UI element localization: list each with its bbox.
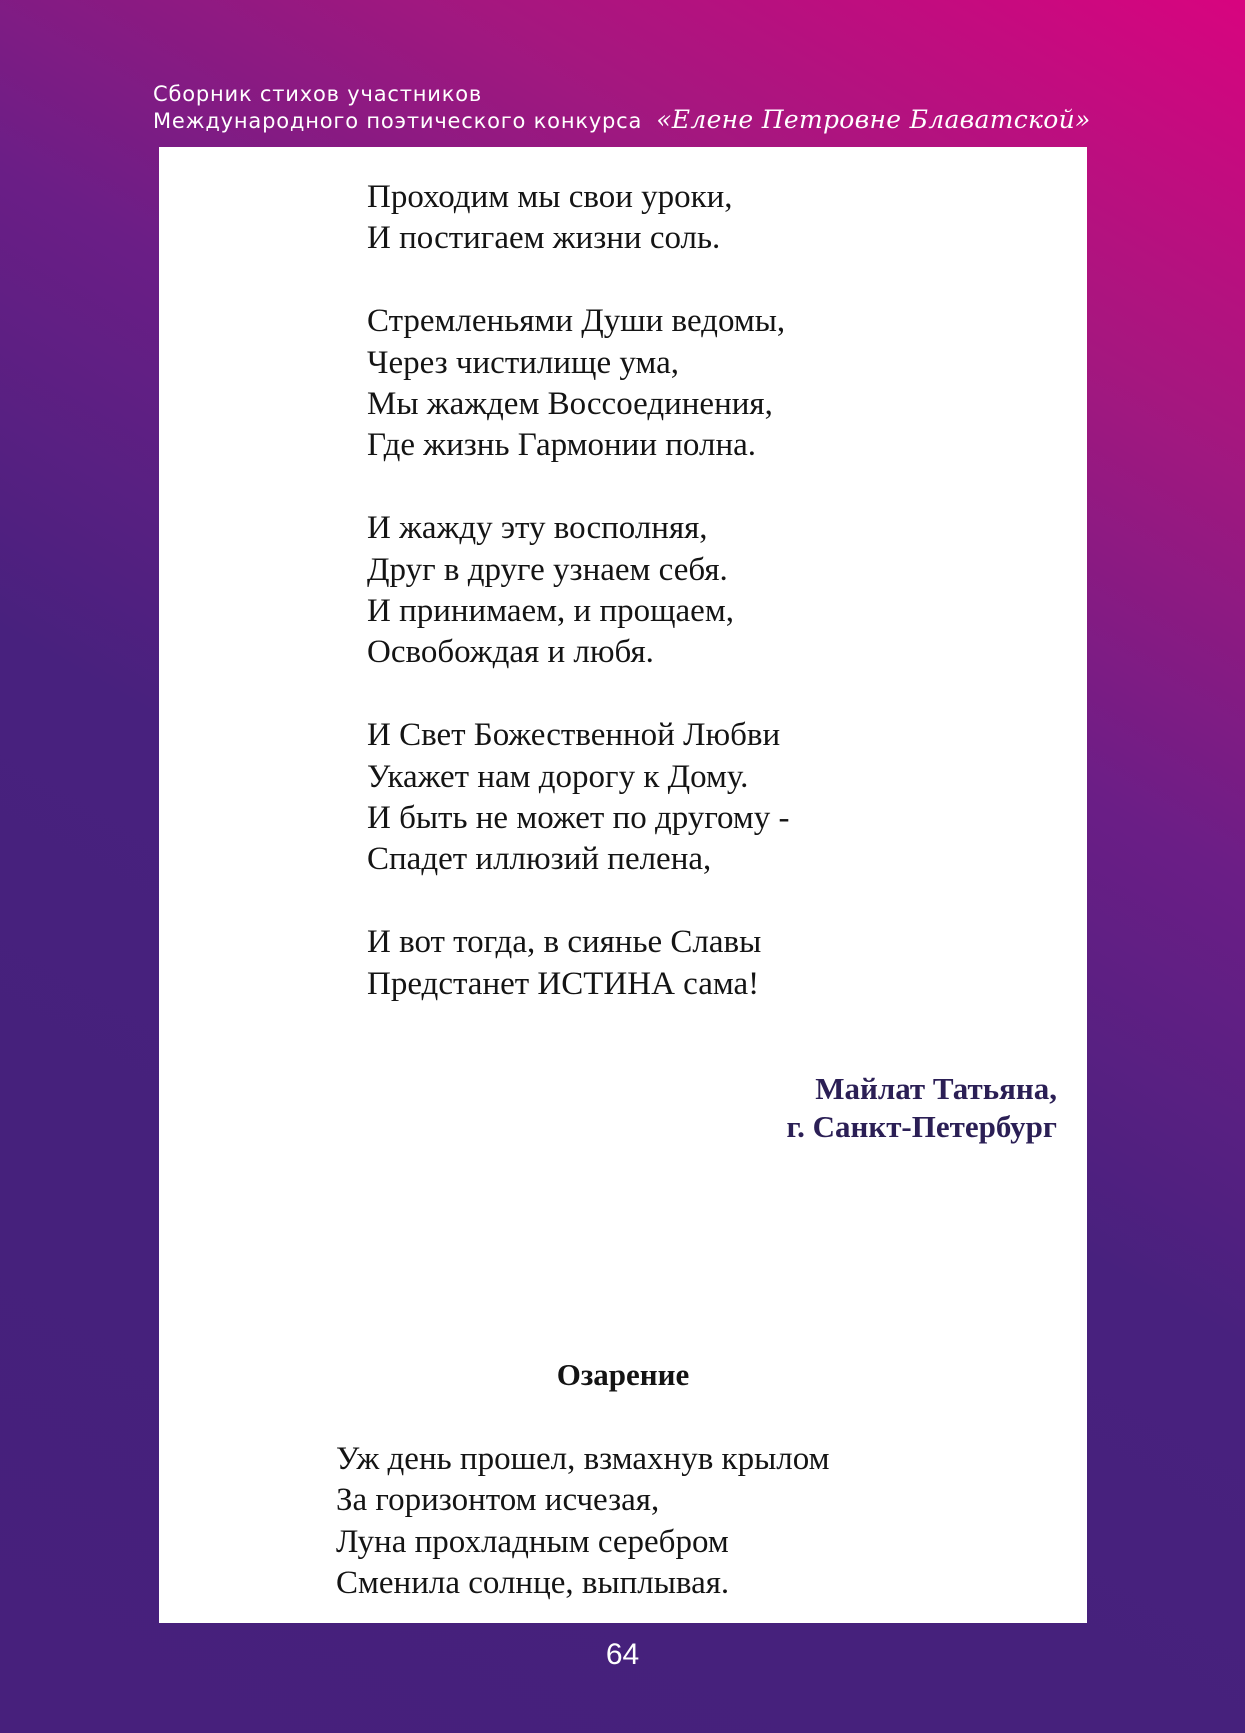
header-collection-title: Сборник стихов участников [153, 82, 483, 106]
poem-line: И жажду эту восполняя, [367, 510, 708, 547]
poem-line: Проходим мы свои уроки, [367, 179, 733, 215]
poem-stanza [367, 715, 790, 881]
poem-line: Сменила солнце, выплывая. [336, 1565, 730, 1602]
author-city: г. Санкт-Петербург [786, 1109, 1057, 1144]
poem-line: Укажет нам дорогу к Дому. [367, 758, 749, 795]
poem-line: Предстанет ИСТИНА сама! [367, 965, 760, 1002]
page-header [153, 82, 1091, 134]
poem-line: Через чистилище ума, [367, 344, 679, 381]
poem-line: Мы жаждем Воссоединения, [367, 386, 773, 423]
second-poem-text [336, 1439, 829, 1605]
poem-line: Стремленьями Души ведомы, [367, 303, 786, 340]
page-sheet [159, 147, 1087, 1623]
poem-stanza [367, 301, 790, 467]
header-contest-line [153, 107, 1091, 134]
poem-line: И быть не может по другому - [367, 800, 790, 837]
poem-line: И постигаем жизни соль. [367, 220, 721, 257]
poem-line: Уж день прошел, взмахнув крылом [336, 1441, 830, 1477]
poem-author [787, 1070, 1057, 1146]
poem-line: Освобождая и любя. [367, 634, 654, 671]
poem-line: Спадет иллюзий пелена, [367, 841, 712, 878]
poem-line: Где жизнь Гармонии полна. [367, 427, 757, 464]
poem-stanza [367, 508, 790, 674]
poem-title: Озарение [556, 1357, 690, 1392]
poem-text [367, 177, 790, 1046]
author-name: Майлат Татьяна, [815, 1071, 1057, 1106]
poem-line: Луна прохладным серебром [336, 1523, 729, 1560]
poem-line: И Свет Божественной Любви [367, 717, 781, 754]
poem-stanza [367, 922, 790, 1005]
poem-line: Друг в друге узнаем себя. [367, 551, 728, 588]
poem-stanza [367, 177, 790, 260]
page-number: 64 [605, 1638, 640, 1671]
header-contest-name: «Елене Петровне Блаватской» [656, 105, 1091, 134]
header-contest-label: Международного поэтического конкурса [153, 109, 643, 133]
poem-line: И принимаем, и прощаем, [367, 593, 734, 630]
poem-line: За горизонтом исчезая, [336, 1482, 660, 1519]
poem-line: И вот тогда, в сиянье Славы [367, 924, 762, 961]
